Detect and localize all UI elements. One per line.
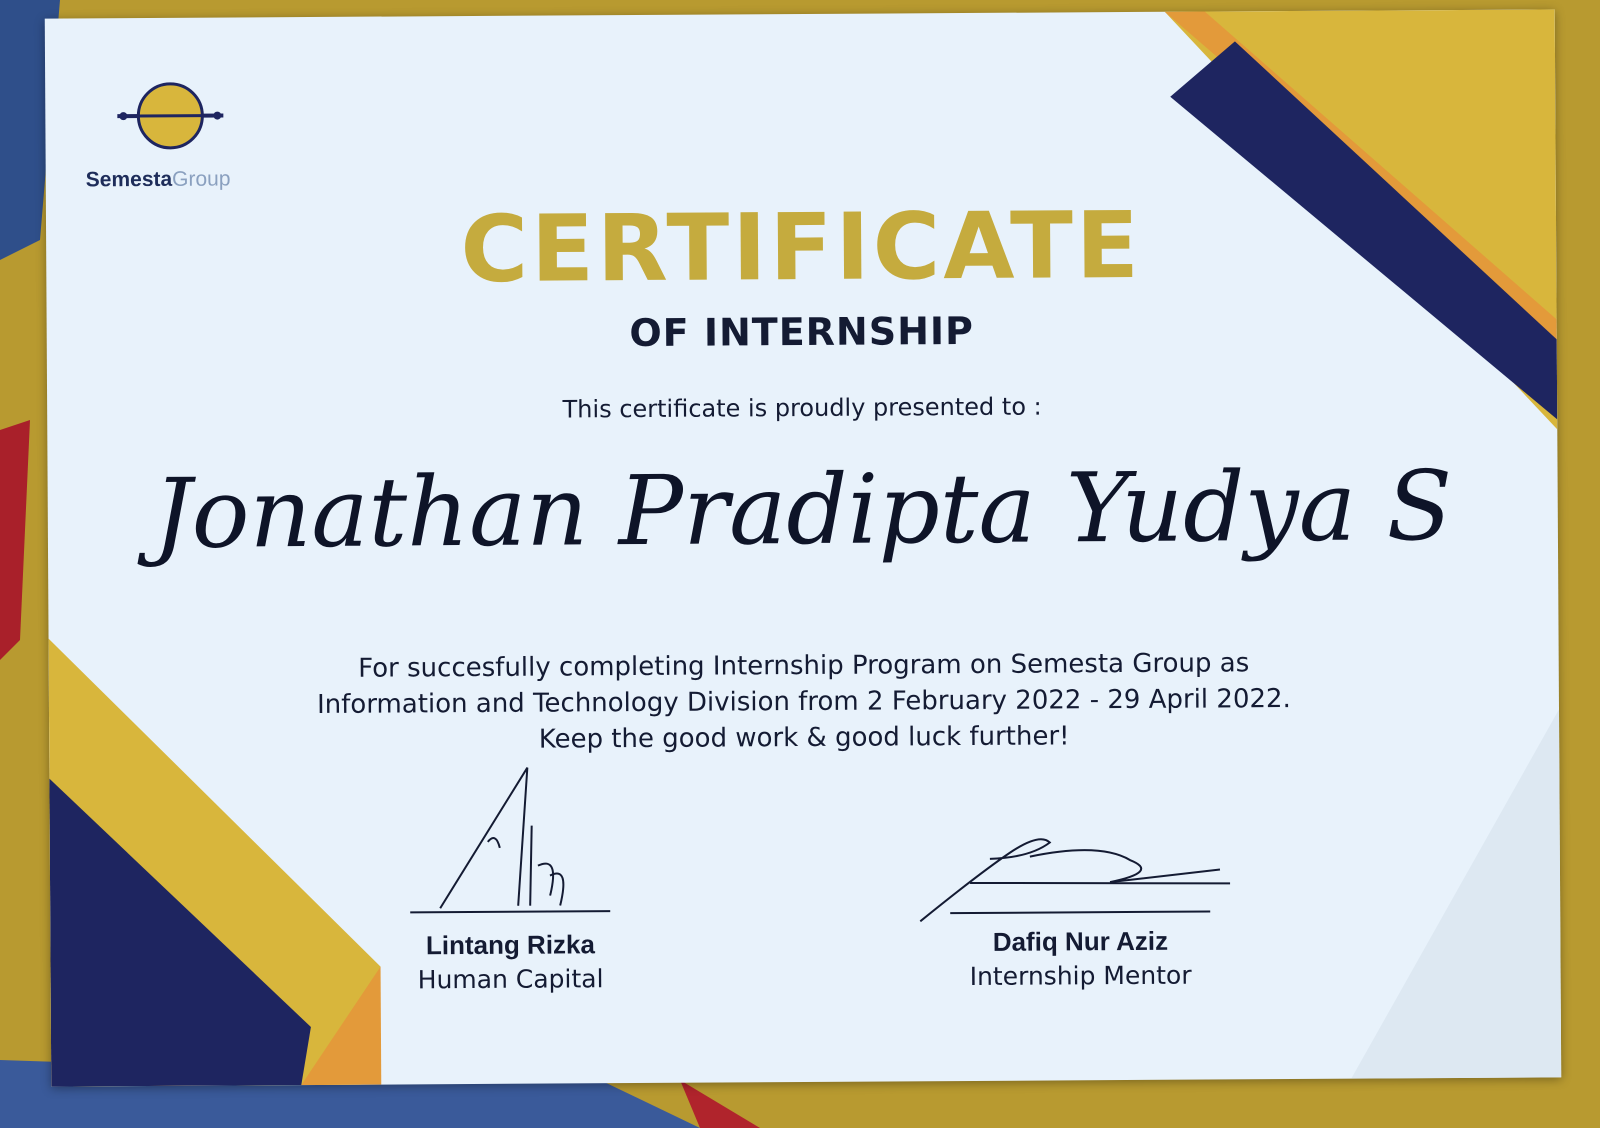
signatory-role: Internship Mentor xyxy=(969,960,1192,991)
logo-wordmark-part1: Semesta xyxy=(85,167,173,192)
certificate-body xyxy=(169,644,1440,760)
certificate-sheet xyxy=(45,9,1561,1086)
signature-drawing xyxy=(399,755,620,926)
logo-wordmark xyxy=(86,167,231,192)
globe-logo-icon xyxy=(115,78,225,159)
signature-drawing xyxy=(910,811,1251,923)
logo-wordmark-part2: Group xyxy=(172,167,231,191)
signatory-name: Lintang Rizka xyxy=(425,929,596,961)
certificate-title: CERTIFICATE xyxy=(460,191,1143,304)
signatory-internship-mentor xyxy=(910,811,1251,991)
signatory-human-capital xyxy=(359,755,660,995)
body-line: For succesfully completing Internship Program on Semesta Group as xyxy=(358,648,1250,684)
presented-to-text: This certificate is proudly presented to : xyxy=(562,392,1042,424)
body-line: Information and Technology Division from 2 February 2022 - 29 April 2022. xyxy=(316,684,1291,720)
recipient-name: Jonathan Pradipta Yudya S xyxy=(152,450,1453,570)
signatory-name: Dafiq Nur Aziz xyxy=(992,925,1169,957)
signatory-role: Human Capital xyxy=(417,964,604,995)
body-line: Keep the good work & good luck further! xyxy=(538,721,1070,755)
certificate-subtitle: OF INTERNSHIP xyxy=(629,308,975,356)
semesta-group-logo xyxy=(85,77,286,198)
